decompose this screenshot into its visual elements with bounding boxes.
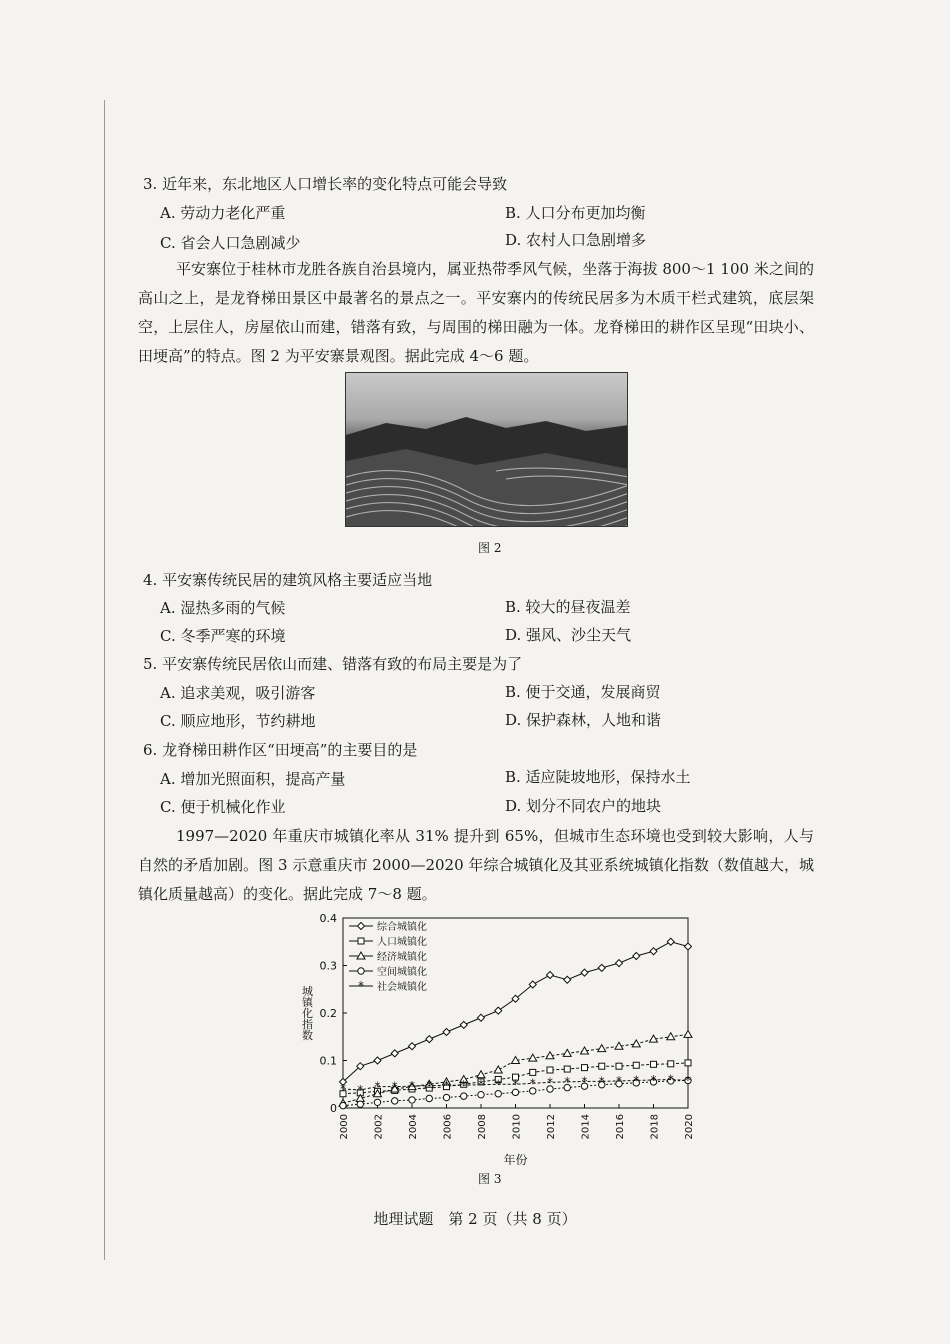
series-0-point-12 [547, 972, 554, 979]
series-0-point-13 [564, 976, 571, 983]
series-0-point-3 [391, 1050, 398, 1057]
legend-marker-4: * [358, 979, 364, 993]
x-axis-label: 年份 [503, 1153, 528, 1165]
x-tick-label-0: 2000 [339, 1114, 350, 1140]
series-0-point-20 [685, 943, 692, 950]
x-tick-label-6: 2012 [546, 1114, 557, 1140]
question-3-stem: 3. 近年来，东北地区人口增长率的变化特点可能会导致 [143, 175, 508, 193]
series-1-point-20 [685, 1060, 691, 1066]
q3-option-c: C. 省会人口急剧减少 [160, 234, 301, 252]
q5-option-d: D. 保护森林，人地和谐 [505, 711, 662, 729]
series-0-point-16 [616, 960, 623, 967]
series-1-point-19 [668, 1061, 674, 1067]
series-1-point-16 [616, 1063, 622, 1069]
x-tick-label-4: 2008 [477, 1114, 488, 1140]
series-3-point-0 [340, 1102, 346, 1108]
legend-label-4: 社会城镇化 [377, 982, 427, 993]
series-3-point-1 [357, 1101, 363, 1107]
series-2-point-11 [529, 1054, 537, 1061]
series-3-point-5 [426, 1095, 432, 1101]
q3-option-a: A. 劳动力老化严重 [160, 204, 286, 222]
series-1-point-12 [547, 1067, 553, 1073]
question-4-stem: 4. 平安寨传统民居的建筑风格主要适应当地 [143, 571, 433, 589]
legend-label-1: 人口城镇化 [377, 937, 427, 948]
legend-marker-3 [358, 968, 364, 974]
q6-option-d: D. 划分不同农户的地块 [505, 797, 662, 815]
series-4-point-19: * [667, 1072, 674, 1087]
question-5-stem: 5. 平安寨传统民居依山而建、错落有致的布局主要是为了 [143, 655, 523, 673]
series-2-point-13 [563, 1049, 571, 1056]
y-tick-label-1: 0.1 [319, 1054, 337, 1068]
x-tick-label-10: 2020 [684, 1114, 695, 1140]
x-tick-label-9: 2018 [649, 1114, 661, 1140]
series-0-point-4 [409, 1043, 416, 1050]
legend-label-2: 经济城镇化 [377, 952, 427, 963]
x-tick-label-3: 2006 [442, 1114, 454, 1140]
series-4-point-12: * [547, 1075, 553, 1090]
q4-option-a: A. 湿热多雨的气候 [160, 599, 286, 617]
x-tick-label-1: 2002 [373, 1114, 385, 1140]
figure-2-photo [345, 372, 628, 527]
series-0-point-5 [426, 1036, 433, 1043]
series-1-point-18 [651, 1061, 657, 1067]
x-tick-label-5: 2010 [511, 1114, 523, 1140]
series-2-point-17 [632, 1040, 640, 1047]
page-footer: 地理试题 第 2 页（共 8 页） [373, 1210, 577, 1228]
series-0-point-18 [650, 948, 657, 955]
legend-marker-0 [358, 923, 365, 930]
page-fold-line [104, 100, 105, 1260]
series-3-point-8 [478, 1092, 484, 1098]
series-0-point-14 [581, 969, 588, 976]
passage-chongqing-urbanization: 1997—2020 年重庆市城镇化率从 31% 提升到 65%，但城市生态环境也受到较大影响，人与自然的矛盾加剧。图 3 示意重庆市 2000—2020 年综合城镇化及其亚系统城镇化指数（数值越大，城镇化质量越高）的变化。据此完成 7～8 题。 [138, 827, 814, 903]
legend-label-3: 空间城镇化 [377, 967, 427, 978]
series-0-point-7 [460, 1021, 467, 1028]
series-0-point-19 [667, 938, 674, 945]
q5-option-a: A. 追求美观，吸引游客 [160, 684, 316, 702]
series-0-point-6 [443, 1029, 450, 1036]
series-1-point-11 [530, 1069, 536, 1075]
series-1-point-14 [582, 1065, 588, 1071]
x-tick-label-8: 2016 [615, 1114, 626, 1140]
series-4-point-8: * [478, 1077, 484, 1092]
series-4-point-3: * [391, 1079, 398, 1094]
q4-option-d: D. 强风、沙尘天气 [505, 626, 632, 644]
series-4-point-7: * [460, 1078, 467, 1093]
y-tick-label-2: 0.2 [319, 1007, 337, 1020]
series-3-point-9 [495, 1091, 501, 1097]
q6-option-b: B. 适应陡坡地形，保持水土 [505, 768, 691, 786]
series-4-point-10: * [512, 1077, 519, 1092]
series-0-point-8 [478, 1014, 485, 1021]
q3-option-d: D. 农村人口急剧增多 [505, 231, 647, 249]
series-1-point-15 [599, 1063, 605, 1069]
series-2-point-15 [598, 1045, 606, 1052]
series-4-point-18: * [650, 1072, 657, 1087]
series-0-point-15 [598, 964, 605, 971]
series-3-point-3 [392, 1098, 398, 1104]
series-2-point-19 [667, 1033, 675, 1040]
series-0-point-17 [633, 953, 640, 960]
q4-option-b: B. 较大的昼夜温差 [505, 598, 631, 616]
terraced-fields-photo-drawing [346, 373, 628, 527]
series-2-point-20 [684, 1030, 692, 1037]
series-2-point-8 [477, 1071, 485, 1078]
series-4-point-16: * [616, 1073, 622, 1088]
q5-option-c: C. 顺应地形，节约耕地 [160, 712, 316, 730]
series-4-point-6: * [443, 1078, 450, 1093]
question-6-stem: 6. 龙脊梯田耕作区“田埂高”的主要目的是 [143, 741, 418, 759]
series-3-point-7 [461, 1093, 467, 1099]
series-4-point-15: * [598, 1074, 605, 1089]
x-tick-label-7: 2014 [580, 1114, 592, 1140]
series-4-point-20: * [685, 1073, 691, 1088]
series-0-point-9 [495, 1007, 502, 1014]
series-4-point-0: * [340, 1082, 346, 1096]
series-4-point-14: * [581, 1074, 588, 1089]
q6-option-c: C. 便于机械化作业 [160, 798, 286, 816]
q6-option-a: A. 增加光照面积，提高产量 [160, 770, 346, 788]
q4-option-c: C. 冬季严寒的环境 [160, 627, 286, 645]
legend-marker-1 [358, 938, 364, 944]
figure-3-line-chart [275, 900, 705, 1165]
y-tick-label-0: 0 [330, 1102, 337, 1115]
q5-option-b: B. 便于交通，发展商贸 [505, 683, 661, 701]
series-0-point-2 [374, 1057, 381, 1064]
series-4-point-11: * [529, 1076, 536, 1091]
x-tick-label-2: 2004 [408, 1114, 419, 1140]
series-3-point-4 [409, 1097, 415, 1103]
y-tick-label-4: 0.4 [319, 912, 337, 925]
passage-pingan-village: 平安寨位于桂林市龙胜各族自治县境内，属亚热带季风气候，坐落于海拔 800～1 100 米之间的高山之上，是龙脊梯田景区中最著名的景点之一。平安寨内的传统民居多为木质干栏式建筑，底层架空，上层住人，房屋依山而建，错落有致，与周围的梯田融为一体。龙脊梯田的耕作区呈现“田块小、田埂高”的特点。图 2 为平安寨景观图。据此完成 4～6 题。 [138, 260, 814, 365]
legend-label-0: 综合城镇化 [377, 922, 427, 933]
figure-3-caption: 图 3 [478, 1172, 502, 1186]
series-2-point-9 [494, 1066, 502, 1073]
series-3-point-2 [374, 1099, 380, 1105]
series-3-point-6 [443, 1094, 449, 1100]
series-1-point-17 [633, 1062, 639, 1068]
series-4-point-4: * [409, 1079, 415, 1094]
series-4-point-9: * [495, 1077, 502, 1092]
y-axis-label: 城镇化指数 [300, 985, 314, 1041]
series-4-point-1: * [357, 1082, 364, 1097]
y-tick-label-3: 0.3 [319, 959, 337, 973]
series-4-point-5: * [426, 1078, 433, 1093]
figure-2-caption: 图 2 [478, 541, 502, 555]
series-1-point-13 [564, 1066, 570, 1072]
series-4-point-2: * [374, 1079, 381, 1094]
q3-option-b: B. 人口分布更加均衡 [505, 204, 646, 222]
series-4-point-17: * [633, 1073, 640, 1088]
series-4-point-13: * [564, 1074, 571, 1089]
